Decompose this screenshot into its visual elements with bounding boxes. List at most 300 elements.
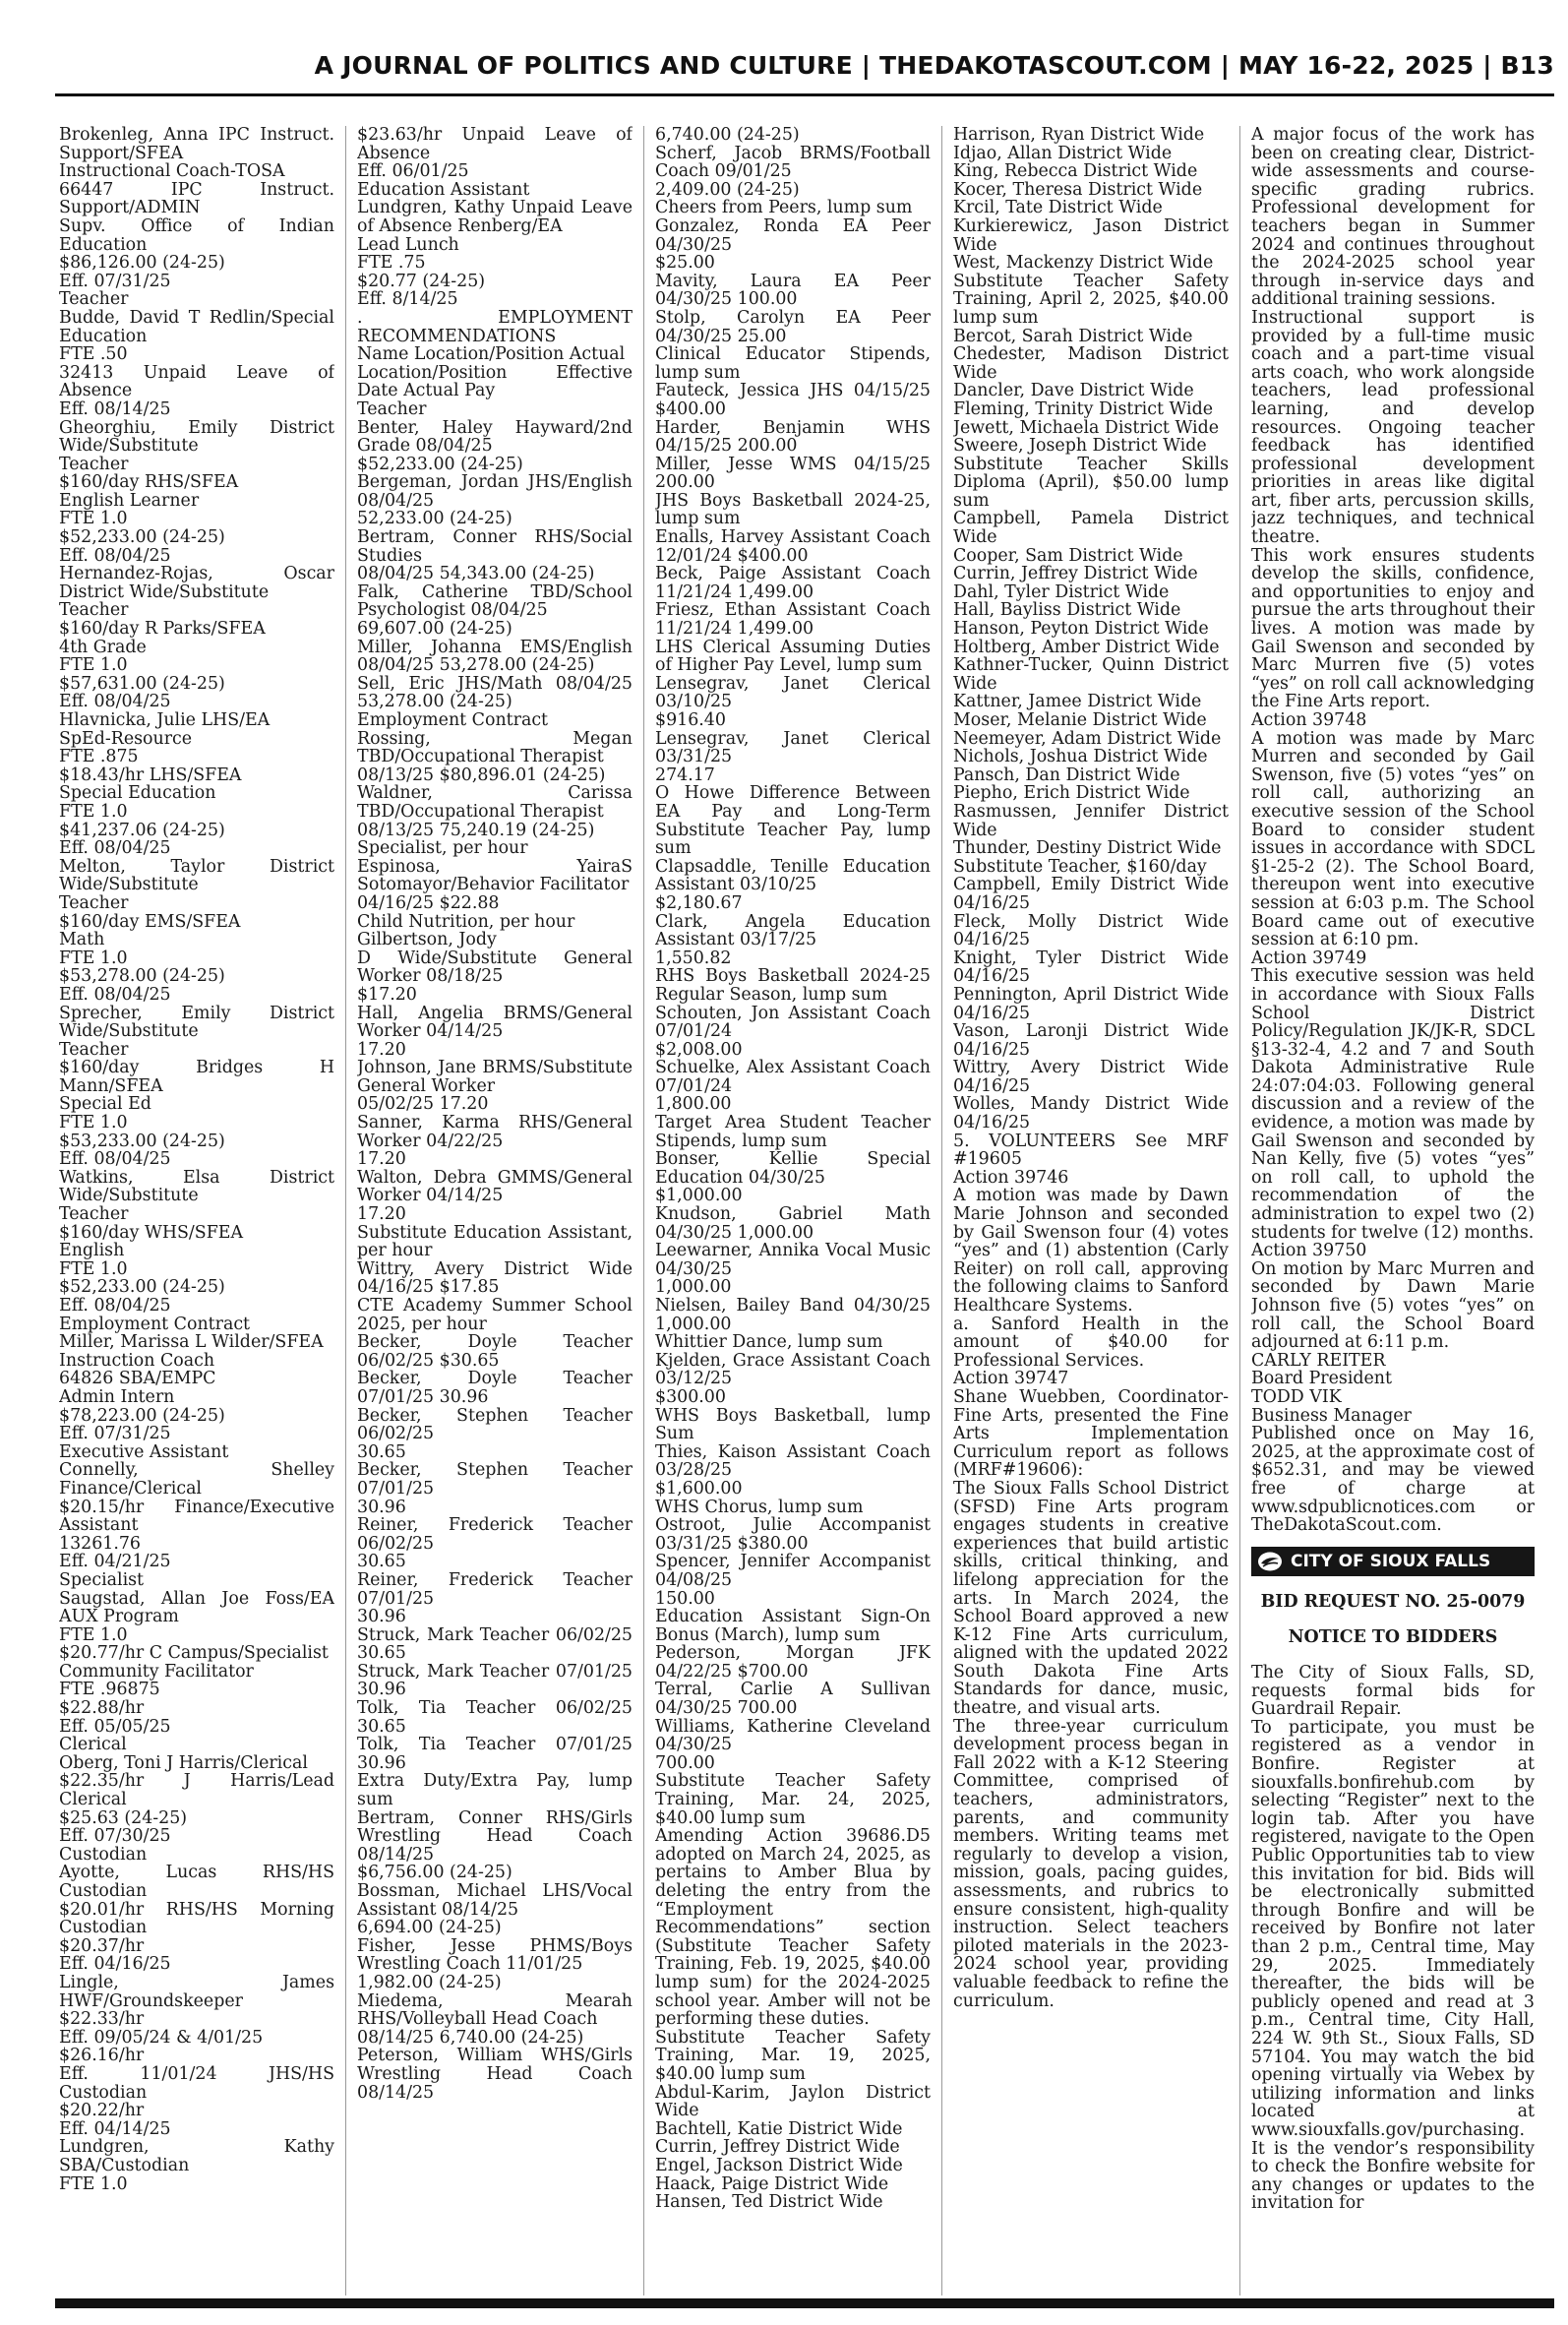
notice-line: Eff. 08/04/25 xyxy=(59,838,171,859)
notice-line: Enalls, Harvey Assistant Coach 12/01/24 $400.00 xyxy=(655,527,931,566)
notice-line: Instructional Coach-TOSA xyxy=(59,161,285,182)
notice-line: O Howe Difference Between EA Pay and Long-Term Substitute Teacher Pay, lump sum xyxy=(655,783,931,859)
city-logo-icon xyxy=(1257,1551,1283,1572)
notice-line: Kathner-Tucker, Quinn District Wide xyxy=(953,655,1229,694)
notice-line: Eff. 08/04/25 xyxy=(59,692,171,712)
notice-line: FTE .50 xyxy=(59,344,128,365)
notice-line: $20.15/hr Finance/Executive Assistant xyxy=(59,1497,334,1536)
notice-line: Miller, Jesse WMS 04/15/25 200.00 xyxy=(655,454,931,493)
notice-line: 700.00 xyxy=(655,1752,715,1773)
notice-line: $916.40 xyxy=(655,710,726,730)
notice-line: Fleck, Molly District Wide 04/16/25 xyxy=(953,911,1229,950)
notice-line: Target Area Student Teacher Stipends, lump sum xyxy=(655,1113,931,1151)
notice-line: Falk, Catherine TBD/School Psychologist 08/04/25 xyxy=(357,581,633,621)
notice-line: Struck, Mark Teacher 07/01/25 30.96 xyxy=(357,1661,633,1700)
notice-line: Kjelden, Grace Assistant Coach 03/12/25 xyxy=(655,1350,931,1389)
notice-line: Lensegrav, Janet Clerical 03/31/25 xyxy=(655,728,931,767)
notice-line: Schuelke, Alex Assistant Coach 07/01/24 xyxy=(655,1058,931,1096)
notice-line: Moser, Melanie District Wide xyxy=(953,710,1207,730)
notice-line: 04/16/25 $22.88 xyxy=(357,892,500,913)
notice-line: Bertram, Conner RHS/Social Studies xyxy=(357,527,633,566)
notice-line: Child Nutrition, per hour xyxy=(357,911,575,932)
notice-line: Wittry, Avery District Wide 04/16/25 xyxy=(953,1058,1229,1096)
notice-line: Sell, Eric JHS/Math 08/04/25 53,278.00 (24-25) xyxy=(357,673,633,712)
notice-line: 32413 Unpaid Leave of Absence xyxy=(59,362,334,401)
notice-line: Kattner, Jamee District Wide xyxy=(953,692,1202,712)
notice-line: Eff. 08/04/25 xyxy=(59,1296,171,1315)
notice-line: FTE 1.0 xyxy=(59,509,128,529)
notice-line: 17.20 xyxy=(357,1149,406,1170)
header-rule xyxy=(55,93,1554,96)
notice-line: Instructional support is provided by a full-time music coach and a part-time visual arts coach, who work alongside teachers, lead professional learning, and develop resources. Ongoing teacher feedback has identified professional development priorities in areas like digital art, fiber arts, percussion skills, jazz techniques, and technical theatre. xyxy=(1251,307,1535,548)
notice-line: Connelly, Shelley Finance/Clerical xyxy=(59,1460,334,1499)
notice-line: Published once on May 16, 2025, at the approximate cost of $652.31, and may be viewed free of charge at www.sdpublicnotices.com or TheDakotaScout.com. xyxy=(1251,1424,1535,1536)
notice-line: Lundgren, Kathy SBA/Custodian xyxy=(59,2137,334,2175)
notice-line: $86,126.00 (24-25) xyxy=(59,253,225,274)
notice-line: Gheorghiu, Emily District Wide/Substitute xyxy=(59,417,334,457)
notice-line: $20.22/hr xyxy=(59,2101,145,2121)
notice-line: CARLY REITER xyxy=(1251,1350,1386,1371)
notice-line: Eff. 08/04/25 xyxy=(59,1149,171,1170)
notice-line: FTE .96875 xyxy=(59,1680,160,1700)
notice-line: Education Assistant Sign-On Bonus (March), lump sum xyxy=(655,1607,931,1645)
bid-notice-paragraph: To participate, you must be registered as a vendor in Bonfire. Register at siouxfalls.bonfirehub.com by selecting “Register” next to the login tab. After you have registered, navigate to the Open Public Opportunities tab to view this invitation for bid. Bids will be electronically submitted through Bonfire and will be received by Bonfire not later than 2 p.m., Central time, May 29, 2025. Immediately thereafter, the bids will be publicly opened and read at 3 p.m., Central time, City Hall, 224 W. 9th St., Sioux Falls, SD 57104. You may watch the bid opening virtually via Webex by utilizing information and links located at www.siouxfalls.gov/purchasing. xyxy=(1251,1717,1535,2140)
notice-line: Lensegrav, Janet Clerical 03/10/25 xyxy=(655,673,931,712)
bid-request-number: BID REQUEST NO. 25-0079 xyxy=(1260,1592,1526,1613)
notice-line: $23.63/hr Unpaid Leave of Absence xyxy=(357,126,633,163)
notice-line: $22.35/hr J Harris/Lead Clerical xyxy=(59,1771,334,1810)
notice-line: a. Sanford Health in the amount of $40.00 for Professional Services. xyxy=(953,1314,1229,1371)
notice-line: Knight, Tyler District Wide 04/16/25 xyxy=(953,948,1229,987)
notice-line: Substitute Teacher, $160/day xyxy=(953,856,1207,877)
notice-line: Action 39746 xyxy=(953,1167,1069,1188)
notice-line: Campbell, Pamela District Wide xyxy=(953,509,1229,548)
notice-line: FTE 1.0 xyxy=(59,1258,128,1279)
notice-line: FTE 1.0 xyxy=(59,2173,128,2194)
notice-line: Rasmussen, Jennifer District Wide xyxy=(953,801,1229,840)
notice-line: $25.63 (24-25) xyxy=(59,1807,188,1828)
notice-line: Substitute Teacher Safety Training, Mar. 19, 2025, $40.00 lump sum xyxy=(655,2027,931,2084)
notice-line: Benter, Haley Hayward/2nd Grade 08/04/25 xyxy=(357,417,633,457)
notice-line: 5. VOLUNTEERS See MRF #19605 xyxy=(953,1131,1229,1170)
notice-line: $300.00 xyxy=(655,1386,726,1407)
notice-line: $6,756.00 (24-25) xyxy=(357,1863,513,1883)
notice-line: Miller, Johanna EMS/English 08/04/25 53,278.00 (24-25) xyxy=(357,637,633,676)
notice-line: 30.96 xyxy=(357,1607,406,1627)
notice-line: Math xyxy=(59,930,105,950)
notice-line: $2,008.00 xyxy=(655,1039,743,1060)
notice-line: A major focus of the work has been on creating clear, District-wide assessments and course-specific grading rubrics. Professional development for teachers began in Summer 2024 and continues throughout the 2024-2025 school year through in-service days and additional training sessions. xyxy=(1251,126,1535,310)
notice-line: Struck, Mark Teacher 06/02/25 30.65 xyxy=(357,1624,633,1664)
notice-line: $1,600.00 xyxy=(655,1478,743,1499)
notice-line: Holtberg, Amber District Wide xyxy=(953,637,1220,657)
notice-line: Neemeyer, Adam District Wide xyxy=(953,728,1222,749)
notice-line: Walton, Debra GMMS/General Worker 04/14/25 xyxy=(357,1167,633,1206)
notice-line: Sweere, Joseph District Wide xyxy=(953,436,1207,457)
notice-line: 4th Grade xyxy=(59,637,147,657)
notice-line: Action 39748 xyxy=(1251,710,1367,730)
notice-line: Bachtell, Katie District Wide xyxy=(655,2118,903,2139)
notice-line: Hlavnicka, Julie LHS/EA xyxy=(59,710,271,730)
bid-notice-paragraph: It is the vendor’s responsibility to check the Bonfire website for any changes or updates to the invitation for xyxy=(1251,2138,1535,2214)
notice-line: Rossing, Megan TBD/Occupational Therapist xyxy=(357,728,633,767)
notice-line: Clerical xyxy=(59,1735,127,1755)
notice-line: FTE 1.0 xyxy=(59,655,128,676)
notice-line: 08/13/25 75,240.19 (24-25) xyxy=(357,820,595,840)
notice-line: Teacher xyxy=(59,600,129,621)
notice-line: Whittier Dance, lump sum xyxy=(655,1332,883,1353)
notice-line: Teacher xyxy=(357,398,427,419)
notice-line: Business Manager xyxy=(1251,1405,1412,1426)
column-1 xyxy=(59,126,334,2295)
notice-line: The Sioux Falls School District (SFSD) Fine Arts program engages students in creative experiences that build artistic skills, critical thinking, and lifelong appreciation for the arts. In March 2024, the School Board approved a new K-12 Fine Arts curriculum, aligned with the updated 2022 South Dakota Fine Arts Standards for dance, music, theatre, and visual arts. xyxy=(953,1478,1229,1719)
notice-line: Friesz, Ethan Assistant Coach 11/21/24 1,499.00 xyxy=(655,600,931,640)
notice-line: Ayotte, Lucas RHS/HS Custodian xyxy=(59,1863,334,1901)
notice-line: Eff. 07/31/25 xyxy=(59,1424,171,1444)
notice-line: Thunder, Destiny District Wide xyxy=(953,838,1222,859)
notice-line: $52,233.00 (24-25) xyxy=(357,454,523,474)
notice-line: $18.43/hr LHS/SFEA xyxy=(59,765,242,785)
notice-line: Hall, Angelia BRMS/General Worker 04/14/25 xyxy=(357,1003,633,1042)
notice-line: Lingle, James HWF/Groundskeeper xyxy=(59,1972,334,2011)
notice-line: King, Rebecca District Wide xyxy=(953,161,1198,182)
notice-line: Terral, Carlie A Sullivan 04/30/25 700.00 xyxy=(655,1680,931,1719)
notice-line: Reiner, Frederick Teacher 06/02/25 xyxy=(357,1515,633,1554)
notice-line: D Wide/Substitute General Worker 08/18/25 xyxy=(357,948,633,987)
notice-line: Teacher xyxy=(59,892,129,913)
notice-line: $53,233.00 (24-25) xyxy=(59,1131,225,1151)
notice-line: A motion was made by Dawn Marie Johnson and seconded by Gail Swenson four (4) votes “yes” and (1) abstention (Carly Reiter) on roll call, approving the following claims to Sanford Healthcare Systems. xyxy=(953,1186,1229,1315)
column-5-lines xyxy=(1251,126,1535,1535)
notice-line: 1,982.00 (24-25) xyxy=(357,1972,502,1992)
notice-line: Becker, Stephen Teacher 06/02/25 xyxy=(357,1405,633,1444)
notice-line: Teacher xyxy=(59,1204,129,1225)
notice-line: WHS Chorus, lump sum xyxy=(655,1497,864,1517)
notice-line: Lead Lunch xyxy=(357,234,459,255)
notice-line: Oberg, Toni J Harris/Clerical xyxy=(59,1752,308,1773)
notice-line: Tolk, Tia Teacher 07/01/25 30.96 xyxy=(357,1735,633,1773)
notice-line: Hernandez-Rojas, Oscar District Wide/Substitute xyxy=(59,564,334,602)
notice-line: Sprecher, Emily District Wide/Substitute xyxy=(59,1003,334,1042)
bid-notice-body xyxy=(1251,1664,1535,2213)
notice-line: Pederson, Morgan JFK 04/22/25 $700.00 xyxy=(655,1643,931,1682)
notice-line: $25.00 xyxy=(655,253,715,274)
notice-line: TODD VIK xyxy=(1251,1386,1342,1407)
notice-line: Ostroot, Julie Accompanist 03/31/25 $380.00 xyxy=(655,1515,931,1554)
notice-line: Action 39750 xyxy=(1251,1241,1367,1261)
notice-line: Admin Intern xyxy=(59,1386,175,1407)
notice-line: Miedema, Mearah RHS/Volleyball Head Coach xyxy=(357,1990,633,2030)
notice-line: Jewett, Michaela District Wide xyxy=(953,417,1220,438)
notice-line: Fauteck, Jessica JHS 04/15/25 $400.00 xyxy=(655,381,931,419)
notice-line: Scherf, Jacob BRMS/Football Coach 09/01/25 xyxy=(655,143,931,182)
notice-line: Eff. 04/14/25 xyxy=(59,2118,171,2139)
column-2 xyxy=(357,126,633,2295)
notice-line: Board President xyxy=(1251,1369,1392,1389)
notice-line: 274.17 xyxy=(655,765,715,785)
notice-line: 30.65 xyxy=(357,1441,406,1462)
notice-line: Currin, Jeffrey District Wide xyxy=(655,2137,900,2158)
notice-line: Nielsen, Bailey Band 04/30/25 1,000.00 xyxy=(655,1296,931,1334)
notice-line: CTE Academy Summer School 2025, per hour xyxy=(357,1296,633,1334)
page-header xyxy=(0,0,1568,116)
notice-line: Wolles, Mandy District Wide 04/16/25 xyxy=(953,1094,1229,1133)
column-3 xyxy=(655,126,931,2295)
notice-line: Teacher xyxy=(59,454,129,474)
notice-line: Fisher, Jesse PHMS/Boys Wrestling Coach 11/01/25 xyxy=(357,1935,633,1975)
notice-line: Waldner, Carissa TBD/Occupational Therapist xyxy=(357,783,633,822)
notice-line: Eff. 06/01/25 xyxy=(357,161,469,182)
notice-line: . EMPLOYMENT RECOMMENDATIONS xyxy=(357,307,633,346)
notice-line: $160/day EMS/SFEA xyxy=(59,911,241,932)
notice-line: Melton, Taylor District Wide/Substitute xyxy=(59,856,334,895)
notice-line: SpEd-Resource xyxy=(59,728,193,749)
notice-line: The three-year curriculum development process began in Fall 2022 with a K-12 Steering Committee, comprised of teachers, administrators, parents, and community members. Writing teams met regularly to develop a vision, mission, goals, pacing guides, assessments, and rubrics to ensure consistent, high-quality instruction. Select teachers piloted materials in the 2023-2024 school year, providing valuable feedback to refine the curriculum. xyxy=(953,1716,1229,2011)
notice-line: Eff. 09/05/24 & 4/01/25 xyxy=(59,2027,264,2048)
notice-line: English Learner xyxy=(59,490,200,511)
notice-line: 30.65 xyxy=(357,1552,406,1572)
notice-line: This executive session was held in accordance with Sioux Falls School District Policy/Regulation JK/JK-R, SDCL §13-32-4, 4.2 and 7 and South Dakota Administrative Rule 24:07:04:03. Following general discussion and a review of the evidence, a motion was made by Gail Swenson and seconded by Nan Kelly, five (5) votes “yes” on roll call, to uphold the recommendation of the administration to expel two (2) students for twelve (12) months. xyxy=(1251,966,1535,1243)
notice-line: Cooper, Sam District Wide xyxy=(953,545,1183,566)
notice-line: Reiner, Frederick Teacher 07/01/25 xyxy=(357,1569,633,1609)
notice-line: Bergeman, Jordan JHS/English 08/04/25 xyxy=(357,472,633,511)
notice-line: A motion was made by Marc Murren and seconded by Gail Swenson, five (5) votes “yes” on roll call, authorizing an executive session of the School Board to consider student issues in accordance with SDCL §1-25-2 (2). The School Board, thereupon went into executive session at 6:03 p.m. The School Board came out of executive session at 6:10 pm. xyxy=(1251,728,1535,950)
notice-line: $160/day R Parks/SFEA xyxy=(59,619,266,640)
article-columns xyxy=(59,126,1535,2295)
notice-line: JHS Boys Basketball 2024-25, lump sum xyxy=(655,490,931,529)
column-divider xyxy=(941,126,942,2295)
notice-line: Knudson, Gabriel Math 04/30/25 1,000.00 xyxy=(655,1204,931,1243)
notice-line: FTE .75 xyxy=(357,253,426,274)
column-divider xyxy=(643,126,644,2295)
notice-line: $160/day WHS/SFEA xyxy=(59,1222,244,1243)
notice-line: 17.20 xyxy=(357,1204,406,1225)
notice-line: Idjao, Allan District Wide xyxy=(953,143,1173,163)
notice-line: 1,000.00 xyxy=(655,1277,732,1298)
notice-line: Wittry, Avery District Wide 04/16/25 $17.85 xyxy=(357,1258,633,1298)
notice-line: Instruction Coach xyxy=(59,1350,215,1371)
notice-line: $1,000.00 xyxy=(655,1186,743,1206)
notice-line: 05/02/25 17.20 xyxy=(357,1094,489,1115)
notice-line: Krcil, Tate District Wide xyxy=(953,198,1163,218)
notice-line: Special Education xyxy=(59,783,216,804)
notice-line: Spencer, Jennifer Accompanist 04/08/25 xyxy=(655,1552,931,1590)
notice-line: Pansch, Dan District Wide xyxy=(953,765,1180,785)
notice-line: Johnson, Jane BRMS/Substitute General Worker xyxy=(357,1058,633,1096)
notice-line: Budde, David T Redlin/Special Education xyxy=(59,307,334,346)
notice-line: Employment Contract xyxy=(357,710,549,730)
column-divider xyxy=(345,126,346,2295)
notice-line: Eff. 07/30/25 xyxy=(59,1826,171,1847)
notice-line: 69,607.00 (24-25) xyxy=(357,619,513,640)
notice-line: Custodian xyxy=(59,1844,148,1865)
notice-line: $20.37/hr xyxy=(59,1935,145,1956)
notice-line: $26.16/hr xyxy=(59,2046,145,2066)
notice-line: Dahl, Tyler District Wide xyxy=(953,581,1170,602)
notice-line: Gilbertson, Jody xyxy=(357,930,497,950)
notice-line: RHS Boys Basketball 2024-25 Regular Season, lump sum xyxy=(655,966,931,1005)
notice-line: $2,180.67 xyxy=(655,892,743,913)
notice-line: Bercot, Sarah District Wide xyxy=(953,326,1193,346)
notice-line: $52,233.00 (24-25) xyxy=(59,1277,225,1298)
notice-line: 30.96 xyxy=(357,1497,406,1517)
notice-line: Substitute Education Assistant, per hour xyxy=(357,1222,633,1261)
notice-line: 08/14/25 6,740.00 (24-25) xyxy=(357,2027,584,2048)
notice-line: $22.88/hr xyxy=(59,1698,145,1719)
notice-line: Eff. 07/31/25 xyxy=(59,271,171,291)
notice-line: Specialist xyxy=(59,1569,145,1590)
notice-line: Executive Assistant xyxy=(59,1441,229,1462)
notice-line: Eff. 08/04/25 xyxy=(59,984,171,1005)
notice-line: Clark, Angela Education Assistant 03/17/25 xyxy=(655,911,931,950)
notice-line: $20.01/hr RHS/HS Morning Custodian xyxy=(59,1899,334,1938)
notice-line: Bossman, Michael LHS/Vocal Assistant 08/14/25 xyxy=(357,1881,633,1920)
notice-line: Special Ed xyxy=(59,1094,151,1115)
notice-line: FTE 1.0 xyxy=(59,948,128,968)
header-text: A JOURNAL OF POLITICS AND CULTURE | THEDAKOTASCOUT.COM | MAY 16-22, 2025 | B13 xyxy=(314,51,1554,80)
notice-line: Nichols, Joshua District Wide xyxy=(953,747,1208,767)
notice-line: 64826 SBA/EMPC xyxy=(59,1369,216,1389)
notice-line: Leewarner, Annika Vocal Music 04/30/25 xyxy=(655,1241,931,1279)
notice-line: Currin, Jeffrey District Wide xyxy=(953,564,1198,584)
notice-line: 66447 IPC Instruct. Support/ADMIN xyxy=(59,179,334,218)
notice-line: Saugstad, Allan Joe Foss/EA AUX Program xyxy=(59,1588,334,1627)
notice-line: $160/day RHS/SFEA xyxy=(59,472,239,493)
notice-line: West, Mackenzy District Wide xyxy=(953,253,1214,274)
notice-line: Chedester, Madison District Wide xyxy=(953,344,1229,383)
notice-line: Eff. 08/04/25 xyxy=(59,545,171,566)
notice-line: English xyxy=(59,1241,125,1261)
notice-line: Substitute Teacher Safety Training, Mar. 24, 2025, $40.00 lump sum xyxy=(655,1771,931,1828)
notice-line: Kurkierewicz, Jason District Wide xyxy=(953,215,1229,255)
notice-line: 08/13/25 $80,896.01 (24-25) xyxy=(357,765,606,785)
notice-line: Brokenleg, Anna IPC Instruct. Support/SFEA xyxy=(59,126,334,163)
notice-line: $53,278.00 (24-25) xyxy=(59,966,225,987)
notice-line: 2,409.00 (24-25) xyxy=(655,179,800,200)
notice-line: Bonser, Kellie Special Education 04/30/25 xyxy=(655,1149,931,1188)
notice-line: 1,550.82 xyxy=(655,948,732,968)
notice-line: Becker, Doyle Teacher 07/01/25 30.96 xyxy=(357,1369,633,1407)
notice-line: Eff. 05/05/25 xyxy=(59,1716,171,1737)
notice-line: Kocer, Theresa District Wide xyxy=(953,179,1203,200)
notice-line: WHS Boys Basketball, lump Sum xyxy=(655,1405,931,1444)
notice-line: FTE .875 xyxy=(59,747,139,767)
notice-line: Abdul-Karim, Jaylon District Wide xyxy=(655,2082,931,2121)
notice-line: LHS Clerical Assuming Duties of Higher Pay Level, lump sum xyxy=(655,637,931,676)
notice-line: $78,223.00 (24-25) xyxy=(59,1405,225,1426)
notice-line: Clapsaddle, Tenille Education Assistant 03/10/25 xyxy=(655,856,931,895)
notice-line: Piepho, Erich District Wide xyxy=(953,783,1190,804)
notice-line: Haack, Paige District Wide xyxy=(655,2173,889,2194)
notice-line: Eff. 08/14/25 xyxy=(59,398,171,419)
notice-line: Substitute Teacher Safety Training, April 2, 2025, $40.00 lump sum xyxy=(953,271,1229,328)
notice-line: 150.00 xyxy=(655,1588,715,1609)
notice-line: $22.33/hr xyxy=(59,2009,145,2030)
notice-line: 6,694.00 (24-25) xyxy=(357,1918,502,1938)
notice-line: 17.20 xyxy=(357,1039,406,1060)
notice-line: Sanner, Karma RHS/General Worker 04/22/25 xyxy=(357,1113,633,1151)
notice-line: $52,233.00 (24-25) xyxy=(59,527,225,548)
notice-line: Watkins, Elsa District Wide/Substitute xyxy=(59,1167,334,1206)
notice-line: Action 39749 xyxy=(1251,948,1367,968)
column-4 xyxy=(953,126,1229,2295)
city-of-sioux-falls-banner xyxy=(1251,1547,1535,1576)
notice-line: Espinosa, YairaS Sotomayor/Behavior Facilitator xyxy=(357,856,633,895)
column-5 xyxy=(1251,126,1535,2295)
notice-line: 6,740.00 (24-25) xyxy=(655,126,800,145)
notice-line: Cheers from Peers, lump sum xyxy=(655,198,913,218)
notice-line: Extra Duty/Extra Pay, lump sum xyxy=(357,1771,633,1810)
notice-line: Substitute Teacher Skills Diploma (April), $50.00 lump sum xyxy=(953,454,1229,511)
notice-line: Hanson, Peyton District Wide xyxy=(953,619,1209,640)
notice-line: Thies, Kaison Assistant Coach 03/28/25 xyxy=(655,1441,931,1481)
notice-line: Name Location/Position Actual xyxy=(357,344,626,365)
notice-line: Stolp, Carolyn EA Peer 04/30/25 25.00 xyxy=(655,307,931,346)
notice-line: Williams, Katherine Cleveland 04/30/25 xyxy=(655,1716,931,1755)
notice-line: Gonzalez, Ronda EA Peer 04/30/25 xyxy=(655,215,931,255)
notice-line: Becker, Stephen Teacher 07/01/25 xyxy=(357,1460,633,1499)
notice-line: $20.77/hr C Campus/Specialist xyxy=(59,1643,329,1664)
section-title: CITY OF SIOUX FALLS xyxy=(1291,1551,1491,1571)
notice-line: Campbell, Emily District Wide 04/16/25 xyxy=(953,875,1229,913)
notice-line: Becker, Doyle Teacher 06/02/25 $30.65 xyxy=(357,1332,633,1371)
notice-line: Miller, Marissa L Wilder/SFEA xyxy=(59,1332,324,1353)
notice-line: Employment Contract xyxy=(59,1314,251,1334)
notice-line: $160/day Bridges H Mann/SFEA xyxy=(59,1058,334,1096)
notice-line: $41,237.06 (24-25) xyxy=(59,820,225,840)
notice-line: Beck, Paige Assistant Coach 11/21/24 1,499.00 xyxy=(655,564,931,602)
notice-line: Tolk, Tia Teacher 06/02/25 30.65 xyxy=(357,1698,633,1737)
notice-line: Peterson, William WHS/Girls Wrestling Head Coach 08/14/25 xyxy=(357,2046,633,2103)
notice-line: This work ensures students develop the skills, confidence, and opportunities to enjoy and pursue the arts throughout their lives. A motion was made by Gail Swenson and seconded by Marc Murren five (5) votes “yes” on roll call acknowledging the Fine Arts report. xyxy=(1251,545,1535,712)
notice-line: Harder, Benjamin WHS 04/15/25 200.00 xyxy=(655,417,931,457)
notice-line: Supv. Office of Indian Education xyxy=(59,215,334,255)
notice-line: 1,800.00 xyxy=(655,1094,732,1115)
bid-notice-paragraph: The City of Sioux Falls, SD, requests formal bids for Guardrail Repair. xyxy=(1251,1663,1535,1720)
notice-line: Action 39747 xyxy=(953,1369,1069,1389)
notice-line: Location/Position Effective Date Actual Pay xyxy=(357,362,633,401)
notice-line: Harrison, Ryan District Wide xyxy=(953,126,1205,145)
notice-line: Eff. 11/01/24 JHS/HS Custodian xyxy=(59,2063,334,2103)
notice-line: $17.20 xyxy=(357,984,417,1005)
notice-line: 08/04/25 54,343.00 (24-25) xyxy=(357,564,595,584)
notice-line: Education Assistant xyxy=(357,179,530,200)
notice-line: Eff. 8/14/25 xyxy=(357,289,458,310)
notice-line: Eff. 04/21/25 xyxy=(59,1552,171,1572)
notice-line: On motion by Marc Murren and seconded by Dawn Marie Johnson five (5) votes “yes” on roll call, the School Board adjourned at 6:11 p.m. xyxy=(1251,1258,1535,1353)
notice-line: FTE 1.0 xyxy=(59,801,128,822)
notice-line: Teacher xyxy=(59,289,129,310)
notice-line: Amending Action 39686.D5 adopted on March 24, 2025, as pertains to Amber Blua by deleting the entry from the “Employment Recommendations” section (Substitute Teacher Safety Training, Feb. 19, 2025, $40.00 lump sum) for the 2024-2025 school year. Amber will not be performing these duties. xyxy=(655,1826,931,2030)
notice-line: $57,631.00 (24-25) xyxy=(59,673,225,694)
notice-line: Bertram, Conner RHS/Girls Wrestling Head Coach 08/14/25 xyxy=(357,1807,633,1865)
notice-line: Clinical Educator Stipends, lump sum xyxy=(655,344,931,383)
notice-line: Hansen, Ted District Wide xyxy=(655,2192,883,2213)
notice-line: Specialist, per hour xyxy=(357,838,528,859)
notice-line: 52,233.00 (24-25) xyxy=(357,509,513,529)
notice-line: Fleming, Trinity District Wide xyxy=(953,398,1214,419)
notice-line: Mavity, Laura EA Peer 04/30/25 100.00 xyxy=(655,271,931,310)
notice-line: Vason, Laronji District Wide 04/16/25 xyxy=(953,1021,1229,1060)
notice-title: NOTICE TO BIDDERS xyxy=(1288,1627,1498,1648)
notice-line: Dancler, Dave District Wide xyxy=(953,381,1194,401)
notice-line: FTE 1.0 xyxy=(59,1113,128,1133)
notice-line: Shane Wuebben, Coordinator-Fine Arts, presented the Fine Arts Implementation Curriculum report as follows (MRF#19606): xyxy=(953,1386,1229,1481)
footer-rule xyxy=(55,2298,1554,2308)
notice-line: FTE 1.0 xyxy=(59,1624,128,1645)
notice-line: Eff. 04/16/25 xyxy=(59,1954,171,1975)
notice-line: Schouten, Jon Assistant Coach 07/01/24 xyxy=(655,1003,931,1042)
